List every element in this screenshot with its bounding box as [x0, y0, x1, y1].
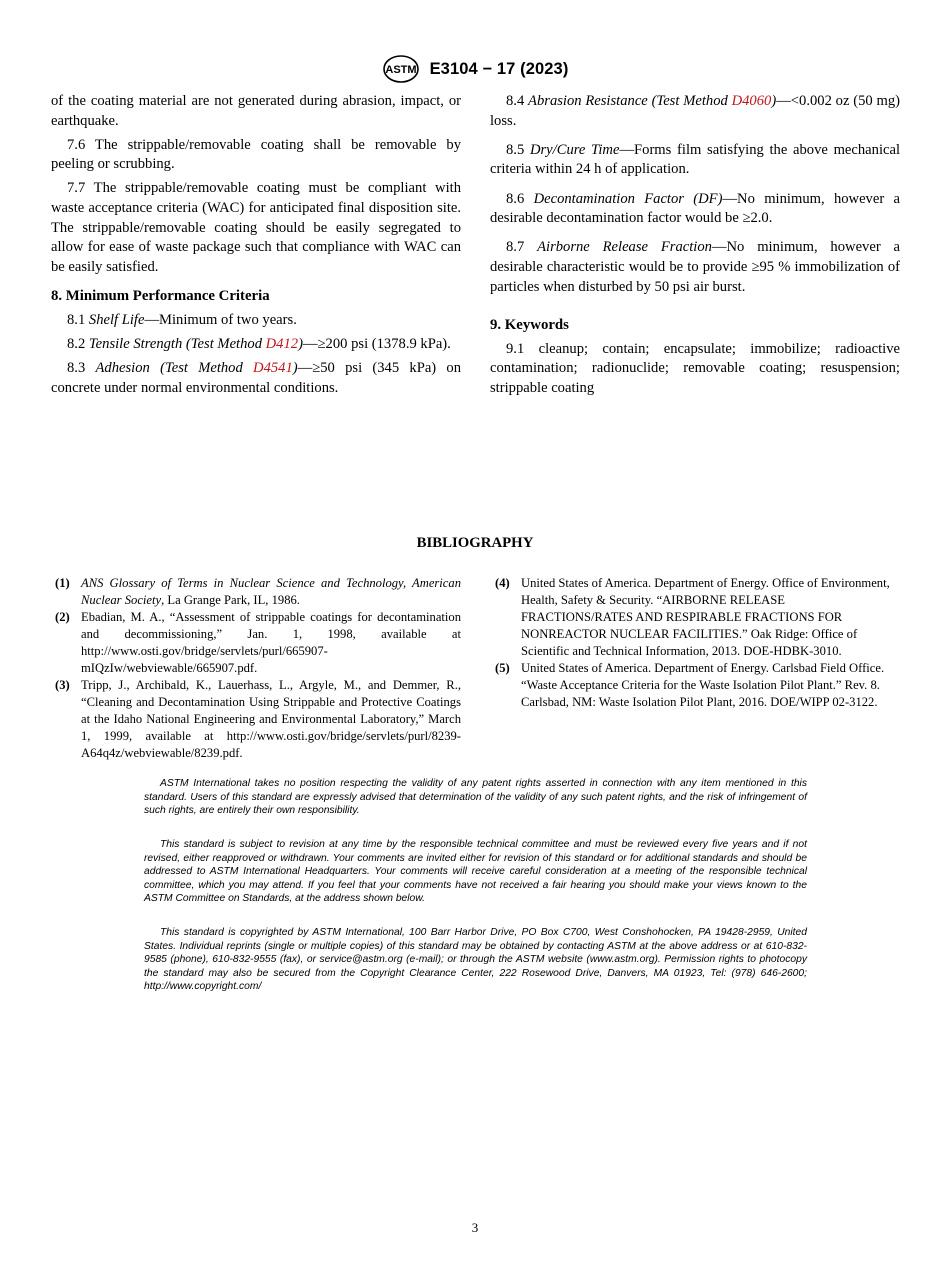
criterion-title: Decontamination Factor (DF): [533, 190, 723, 207]
patent-notice: ASTM International takes no position respecting the validity of any patent rights asserted in connection with any item mentioned in this standard. Users of this standard are expressly advised that determination of the validity of any such patent rights, and the risk of infringement of such rights, are entirely their own responsibility.: [144, 778, 807, 816]
criterion-title: Abrasion Resistance (Test Method: [528, 93, 732, 109]
right-column: [490, 92, 900, 408]
page-number: 3: [471, 1220, 479, 1235]
criterion-text: —No minimum, however a desirable characteristic would be to provide ≥95 % immobilization of particles when disturbed by 50 psi air burst.: [490, 239, 900, 295]
entry-text: [81, 575, 461, 609]
entry-citation: United States of America. Department of Energy. Carlsbad Field Office. “Waste Acceptance Criteria for the Waste Isolation Pilot Plant.” Rev. 8. Carlsbad, NM: Waste Isolation Pilot Plant, 2016. DOE/WIPP 02-3122.: [521, 661, 885, 709]
page-header: [0, 55, 950, 83]
bibliography-entry: [55, 677, 461, 762]
paragraph-9-1: 9.1 cleanup; contain; encapsulate; immobilize; radioactive contamination; radionuclide; removable coating; resuspension; strippable coating: [490, 340, 900, 396]
paragraph-number: 8.5: [506, 141, 530, 158]
paragraph-8-4: [490, 92, 900, 131]
entry-number: (5): [495, 661, 510, 675]
paragraph-7-7: 7.7 The strippable/removable coating must be compliant with waste acceptance criteria (WAC) for anticipated final disposition site. The strippable/removable coating should be easily segregated to allow for ease of waste package such that compliance with WAC can be easily satisfied.: [51, 180, 461, 275]
bibliography-entry: [495, 660, 900, 711]
bibliography-entry: [495, 575, 900, 660]
test-method-link-d4060[interactable]: D4060: [731, 93, 772, 109]
bibliography-entry: [55, 609, 461, 677]
bibliography-entry: [55, 575, 461, 609]
astm-logo-icon: [382, 55, 420, 83]
entry-italic-title: ANS Glossary of Terms in Nuclear Science and Technology, American Nuclear Society: [81, 576, 461, 607]
criterion-title: Shelf Life: [88, 311, 145, 328]
bibliography-right-column: [495, 575, 900, 711]
paragraph-number: 8.4: [506, 93, 529, 109]
revision-notice: This standard is subject to revision at any time by the responsible technical committee and must be reviewed every five years and if not revised, either reapproved or withdrawn. Your comments are invited either for revision of this standard or for additional standards and should be addressed to ASTM International Headquarters. Your comments will receive careful consideration at a meeting of the responsible technical committee, which you may attend. If you feel that your comments have not received a fair hearing you should make your views known to the ASTM Committee on Standards, at the address shown below.: [144, 839, 807, 904]
criterion-text: —≥200 psi (1378.9 kPa).: [302, 336, 451, 353]
entry-citation: , La Grange Park, IL, 1986.: [161, 593, 300, 607]
paragraph-7-6: 7.6 The strippable/removable coating shall be removable by peeling or scrubbing.: [51, 136, 461, 173]
entry-number: (4): [495, 576, 510, 590]
criterion-title: Airborne Release Fraction: [537, 239, 712, 256]
criterion-title: Dry/Cure Time: [529, 141, 620, 158]
test-method-link-d4541[interactable]: D4541: [253, 360, 293, 377]
paragraph-8-7: [490, 238, 900, 297]
bibliography-left-column: [55, 575, 461, 762]
paragraph-8-3: [51, 359, 461, 398]
svg-text:ASTM: ASTM: [384, 64, 417, 76]
entry-citation: Ebadian, M. A., “Assessment of strippable coatings for decontamination and decommissioning,” Jan. 1, 1998, available at http://www.osti.gov/bridge/servlets/purl/665907-mIQzIw/webviewable/665907.pdf.: [81, 610, 461, 675]
test-method-link-d412[interactable]: D412: [265, 336, 299, 353]
paragraph-8-6: [490, 190, 900, 229]
document-id: E3104 − 17 (2023): [429, 59, 569, 78]
paragraph-number: 8.1: [67, 311, 89, 328]
entry-citation: United States of America. Department of Energy. Office of Environment, Health, Safety & Security. “AIRBORNE RELEASE FRACTIONS/RATES AND RESPIRABLE FRACTIONS FOR NONREACTOR NUCLEAR FACILITIES.” Oak Ridge: Office of Scientific and Technical Information, 2013. DOE-HDBK-3010.: [521, 576, 890, 658]
paragraph-number: 8.7: [506, 239, 538, 256]
criterion-text: —≥50 psi (345 kPa) on concrete under normal environmental conditions.: [51, 360, 462, 396]
paragraph-number: 8.3: [67, 360, 96, 377]
paragraph-number: 8.6: [506, 190, 534, 207]
left-column: [51, 92, 461, 403]
section-9-heading: 9. Keywords: [490, 317, 569, 334]
paragraph-7-5-continued: of the coating material are not generated during abrasion, impact, or earthquake.: [51, 93, 461, 129]
paragraph-8-1: [51, 311, 461, 331]
entry-number: (2): [55, 610, 70, 624]
criterion-text: —<0.002 oz (50 mg) loss.: [490, 93, 900, 129]
bibliography-title: BIBLIOGRAPHY: [416, 535, 534, 551]
criterion-title-close: ): [292, 360, 298, 377]
paragraph-number: 8.2: [67, 336, 89, 353]
paragraph-8-2: [51, 335, 461, 355]
entry-citation: Tripp, J., Archibald, K., Lauerhass, L., Argyle, M., and Demmer, R., “Cleaning and Decontamination Using Strippable and Protective Coatings at the Idaho National Engineering and Environmental Laboratory,” March 1, 1999, available at http://www.osti.gov/bridge/servlets/purl/8239-A64q4z/webviewable/8239.pdf.: [81, 678, 461, 760]
entry-number: (3): [55, 678, 70, 692]
criterion-title-close: ): [298, 336, 303, 353]
criterion-title: Tensile Strength (Test Method: [88, 336, 266, 353]
criterion-text: —Minimum of two years.: [144, 311, 297, 328]
copyright-notice: This standard is copyrighted by ASTM International, 100 Barr Harbor Drive, PO Box C700, West Conshohocken, PA 19428-2959, United States. Individual reprints (single or multiple copies) of this standard may be obtained by contacting ASTM at the above address or at 610-832-9585 (phone), 610-832-9555 (fax), or service@astm.org (e-mail); or through the ASTM website (www.astm.org). Permission rights to photocopy the standard may also be secured from the Copyright Clearance Center, 222 Rosewood Drive, Danvers, MA 01923, Tel: (978) 646-2600; http://www.copyright.com/: [144, 927, 807, 992]
criterion-title-close: ): [771, 93, 777, 109]
criterion-text: —Forms film satisfying the above mechanical criteria within 24 h of application.: [490, 141, 901, 178]
section-8-heading: 8. Minimum Performance Criteria: [51, 288, 270, 305]
paragraph-8-5: [490, 141, 900, 180]
criterion-title: Adhesion (Test Method: [95, 360, 254, 377]
criterion-text: —No minimum, however a desirable decontamination factor would be ≥2.0.: [490, 190, 900, 227]
entry-number: (1): [55, 576, 70, 590]
